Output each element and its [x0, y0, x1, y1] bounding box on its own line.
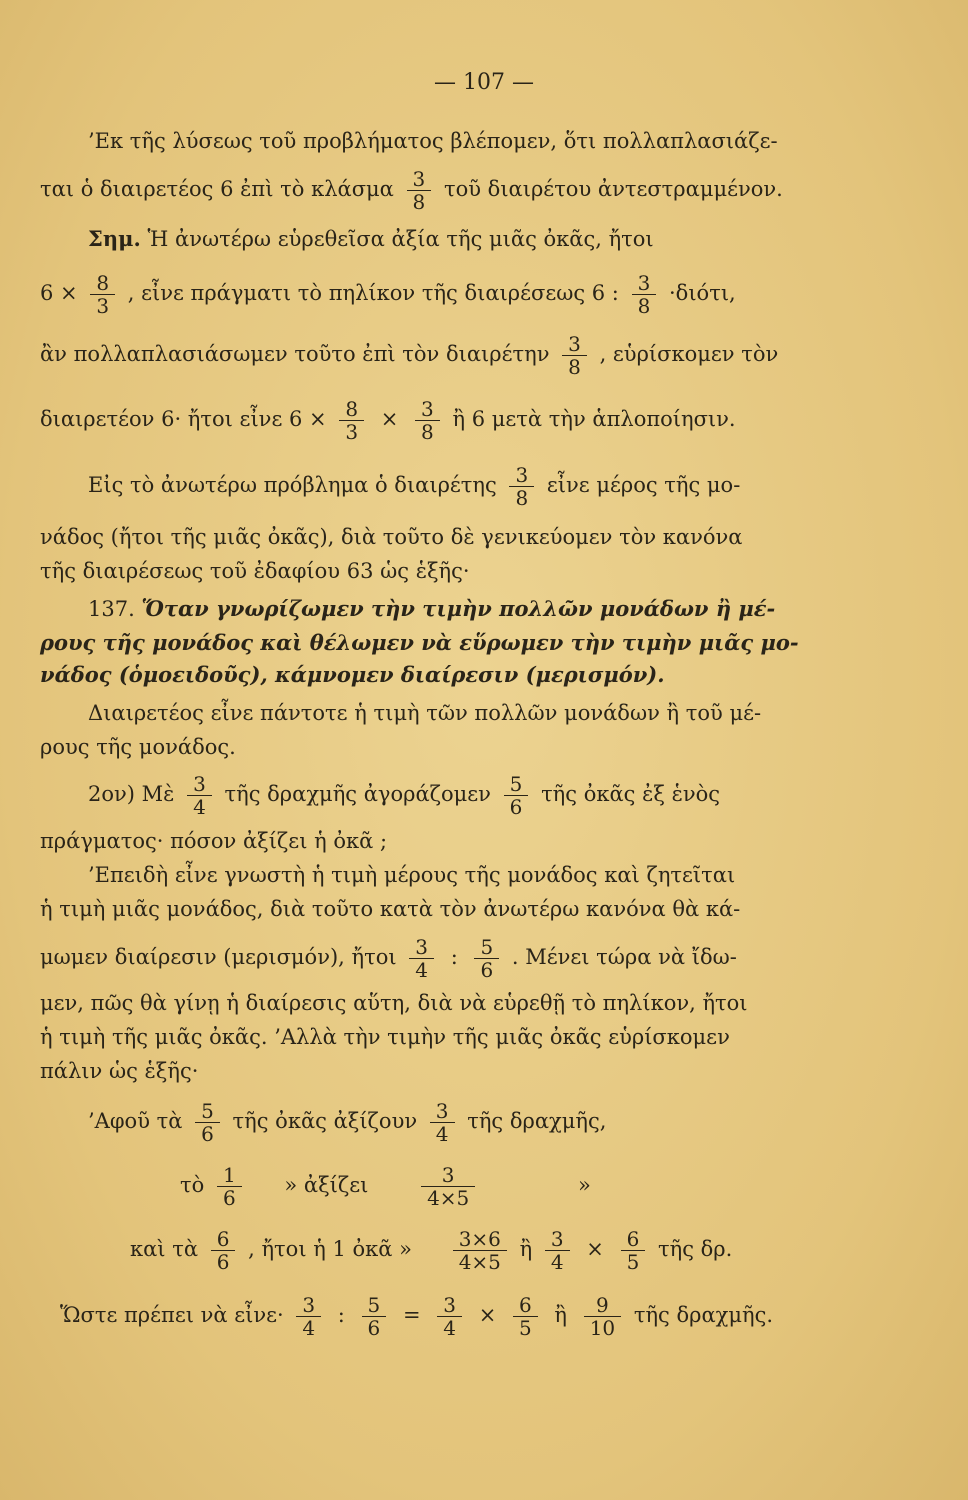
- fraction: $\frac{6}{5}$: [513, 1294, 538, 1339]
- fraction: $\frac{3}{8}$: [415, 398, 440, 443]
- text-line: ρους τῆς μονάδος καὶ θέλωμεν νὰ εὕρωμεν τὴν τιμὴν μιᾶς μο-: [40, 630, 799, 655]
- fraction: $\frac{6}{5}$: [621, 1228, 646, 1273]
- fraction: $\frac{8}{3}$: [90, 272, 115, 317]
- fraction: $\frac{3\times 6}{4\times 5}$: [453, 1228, 507, 1273]
- text-line: διαιρετέον 6· ἤτοι εἶνε 6 × $\frac{8}{3}$ × $\frac{3}{8}$ ἢ 6 μετὰ τὴν ἁπλοποίησιν.: [40, 397, 736, 444]
- text-line: πράγματος· πόσον ἀξίζει ἡ ὀκᾶ ;: [40, 829, 388, 853]
- text-line: Διαιρετέος εἶνε πάντοτε ἡ τιμὴ τῶν πολλῶν μονάδων ἢ τοῦ μέ-: [88, 701, 762, 725]
- fraction: $\frac{3}{8}$: [632, 272, 657, 317]
- text-line: τῆς διαιρέσεως τοῦ ἐδαφίου 63 ὡς ἑξῆς·: [40, 559, 470, 583]
- text-line: μωμεν διαίρεσιν (μερισμόν), ἤτοι $\frac{3}{4}$ : $\frac{5}{6}$ . Μένει τώρα νὰ ἴδω-: [40, 935, 737, 982]
- fraction: $\frac{9}{10}$: [584, 1294, 621, 1339]
- fraction: $\frac{3}{4}$: [187, 773, 212, 818]
- text-line: νάδος (ὁμοειδοῦς), κάμνομεν διαίρεσιν (μερισμόν).: [40, 662, 665, 687]
- fraction: $\frac{3}{4}$: [296, 1294, 321, 1339]
- text-line: μεν, πῶς θὰ γίνῃ ἡ διαίρεσις αὕτη, διὰ νὰ εὑρεθῇ τὸ πηλίκον, ἤτοι: [40, 991, 748, 1015]
- fraction: $\frac{5}{6}$: [362, 1294, 387, 1339]
- text-line: ἂν πολλαπλασιάσωμεν τοῦτο ἐπὶ τὸν διαιρέτην $\frac{3}{8}$ , εὑρίσκομεν τὸν: [40, 332, 779, 379]
- text-line: Εἰς τὸ ἀνωτέρω πρόβλημα ὁ διαιρέτης $\frac{3}{8}$ εἶνε μέρος τῆς μο-: [88, 463, 741, 510]
- text-line: τὸ $\frac{1}{6}$ » ἀξίζει $\frac{3}{4\times 5}$ »: [180, 1163, 591, 1210]
- text-line: πάλιν ὡς ἑξῆς·: [40, 1059, 199, 1083]
- text-line: ’Αφοῦ τὰ $\frac{5}{6}$ τῆς ὀκᾶς ἀξίζουν $\frac{3}{4}$ τῆς δραχμῆς,: [88, 1099, 607, 1146]
- fraction: $\frac{3}{4}$: [409, 936, 434, 981]
- fraction: $\frac{3}{4}$: [437, 1294, 462, 1339]
- text-line: ἡ τιμὴ τῆς μιᾶς ὀκᾶς. ’Αλλὰ τὴν τιμὴν τῆς μιᾶς ὀκᾶς εὑρίσκομεν: [40, 1025, 730, 1049]
- fraction: $\frac{8}{3}$: [339, 398, 364, 443]
- text-line: ’Εκ τῆς λύσεως τοῦ προβλήματος βλέπομεν, ὅτι πολλαπλασιάζε-: [88, 129, 778, 153]
- fraction: $\frac{3}{4}$: [430, 1100, 455, 1145]
- page-number: — 107 —: [434, 70, 534, 95]
- text-line: ’Επειδὴ εἶνε γνωστὴ ἡ τιμὴ μέρους τῆς μονάδος καὶ ζητεῖται: [88, 863, 736, 887]
- text-line: νάδος (ἤτοι τῆς μιᾶς ὀκᾶς), διὰ τοῦτο δὲ γενικεύομεν τὸν κανόνα: [40, 525, 743, 549]
- text-line: 6 × $\frac{8}{3}$ , εἶνε πράγματι τὸ πηλίκον τῆς διαιρέσεως 6 : $\frac{3}{8}$ ·διότι,: [40, 271, 736, 318]
- text-line: ρους τῆς μονάδος.: [40, 735, 236, 759]
- text-line: 137. Ὅταν γνωρίζωμεν τὴν τιμὴν πολλῶν μονάδων ἢ μέ-: [88, 596, 776, 621]
- note-label: Σημ.: [88, 226, 141, 251]
- text-line: Σημ. Ἡ ἀνωτέρω εὑρεθεῖσα ἀξία τῆς μιᾶς ὀκᾶς, ἤτοι: [88, 226, 654, 251]
- fraction: $\frac{1}{6}$: [217, 1164, 242, 1209]
- fraction: $\frac{5}{6}$: [474, 936, 499, 981]
- text-line: ται ὁ διαιρετέος 6 ἐπὶ τὸ κλάσμα $\frac{3}{8}$ τοῦ διαιρέτου ἀντεστραμμένον.: [40, 167, 783, 214]
- fraction: $\frac{6}{6}$: [211, 1228, 236, 1273]
- fraction: $\frac{3}{8}$: [407, 168, 432, 213]
- text-line: καὶ τὰ $\frac{6}{6}$ , ἤτοι ἡ 1 ὀκᾶ » $\frac{3\times 6}{4\times 5}$ ἢ $\frac{3}{4}$ × $\frac{6}{5}$ τῆς δρ.: [130, 1227, 733, 1274]
- fraction: $\frac{5}{6}$: [504, 773, 529, 818]
- fraction: $\frac{3}{8}$: [509, 464, 534, 509]
- fraction: $\frac{5}{6}$: [195, 1100, 220, 1145]
- text-line: ἡ τιμὴ μιᾶς μονάδος, διὰ τοῦτο κατὰ τὸν ἀνωτέρω κανόνα θὰ κά-: [40, 897, 741, 921]
- fraction: $\frac{3}{8}$: [562, 333, 587, 378]
- text-line: 2ον) Μὲ $\frac{3}{4}$ τῆς δραχμῆς ἀγοράζομεν $\frac{5}{6}$ τῆς ὀκᾶς ἐξ ἑνὸς: [88, 772, 721, 819]
- text-line: Ὥστε πρέπει νὰ εἶνε· $\frac{3}{4}$ : $\frac{5}{6}$ = $\frac{3}{4}$ × $\frac{6}{5}$ ἢ $\frac{9}{10}$ τῆς δραχμῆς.: [60, 1293, 774, 1340]
- section-number: 137.: [88, 597, 135, 621]
- fraction: $\frac{3}{4\times 5}$: [421, 1164, 475, 1209]
- fraction: $\frac{3}{4}$: [545, 1228, 570, 1273]
